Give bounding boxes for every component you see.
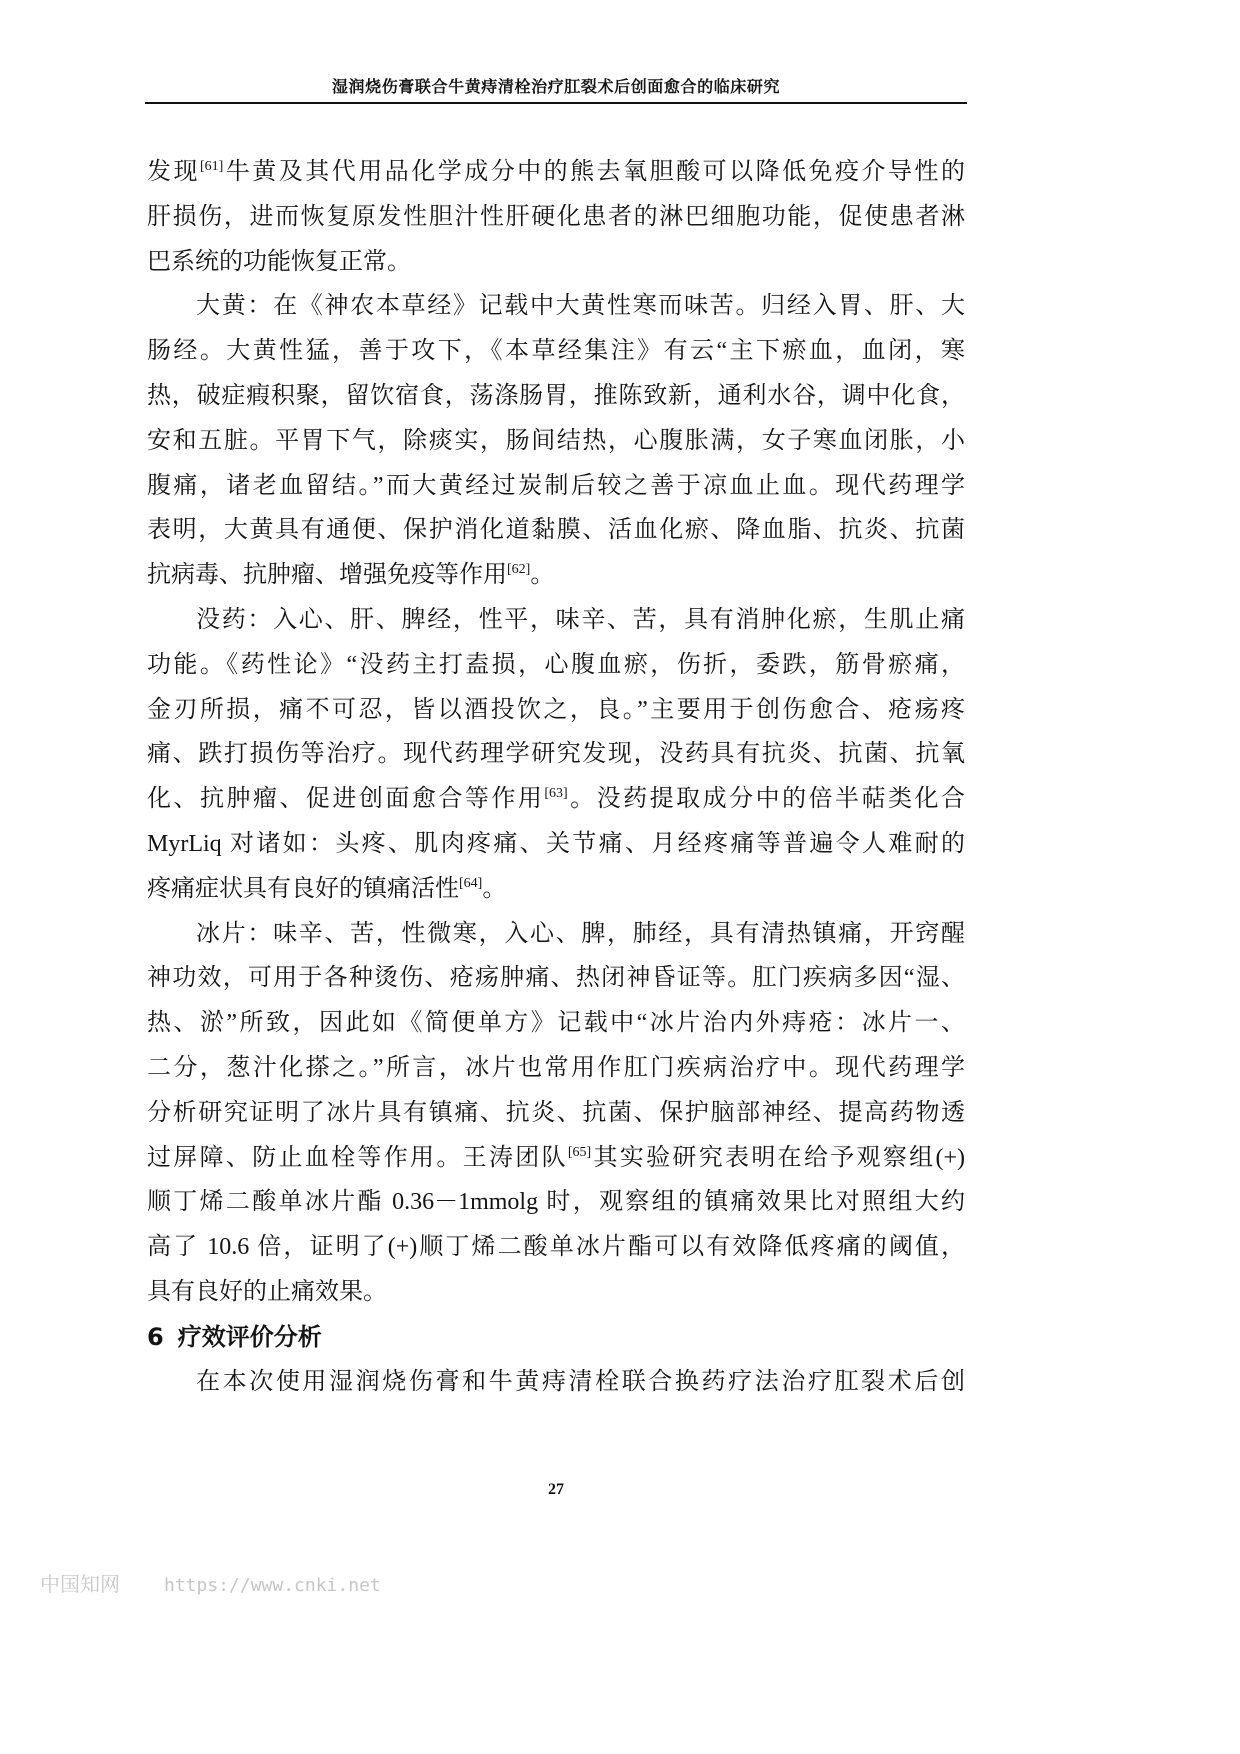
paragraph-efficacy-intro — [147, 1360, 965, 1405]
text-line: 二分，葱汁化搽之。”所言，冰片也常用作肛门疾病治疗中。现代药理学 — [147, 1054, 965, 1081]
text-line: 腹痛，诸老血留结。”而大黄经过炭制后较之善于凉血止血。现代药理学 — [147, 472, 965, 499]
text-line: 巴系统的功能恢复正常。 — [147, 248, 411, 275]
text-line: 表明，大黄具有通便、保护消化道黏膜、活血化瘀、降血脂、抗炎、抗菌 — [147, 517, 965, 544]
text-line: 功能。《药性论》“没药主打盍损，心腹血瘀，伤折，委跌，筋骨瘀痛， — [147, 651, 965, 678]
text-line: 冰片：味辛、苦，性微寒，入心、脾，肺经，具有清热镇痛，开窍醒 — [196, 920, 965, 947]
text-line: 大黄：在《神农本草经》记载中大黄性寒而味苦。归经入胃、肝、大 — [196, 293, 965, 320]
watermark-url: https://www.cnki.net — [164, 1575, 381, 1596]
citation-ref: [65] — [567, 1144, 592, 1160]
text-line: 过屏障、防止血栓等作用。王涛团队[65]其实验研究表明在给予观察组(+) — [147, 1144, 965, 1171]
text-line: 肝损伤，进而恢复原发性胆汁性肝硬化患者的淋巴细胞功能，促使患者淋 — [147, 203, 965, 230]
header-rule — [145, 102, 967, 104]
citation-ref: [62] — [507, 562, 531, 578]
page-number: 27 — [548, 1481, 564, 1498]
text-line: 安和五脏。平胃下气，除痰实，肠间结热，心腹胀满，女子寒血闭胀，小 — [147, 427, 965, 454]
text-line: 热、淤”所致，因此如《简便单方》记载中“冰片治内外痔疮：冰片一、 — [147, 1010, 965, 1037]
paragraph-borneol — [147, 912, 965, 1315]
paragraph-bezoar-continuation — [147, 150, 965, 284]
citation-ref: [63] — [544, 786, 568, 802]
text-line: 金刃所损，痛不可忍，皆以酒投饮之，良。”主要用于创伤愈合、疮疡疼 — [147, 696, 965, 723]
text-line: 化、抗肿瘤、促进创面愈合等作用[63]。没药提取成分中的倍半萜类化合 — [147, 786, 966, 813]
text-line: 神功效，可用于各种烫伤、疮疡肿痛、热闭神昏证等。肛门疾病多因“湿、 — [147, 965, 965, 992]
text-line: 热，破症瘕积聚，留饮宿食，荡涤肠胃，推陈致新，通利水谷，调中化食， — [147, 382, 965, 409]
watermark-logo-text: 中国知网 — [40, 1572, 120, 1596]
text-line: MyrLiq 对诸如：头疼、肌肉疼痛、关节痛、月经疼痛等普遍令人难耐的 — [147, 830, 965, 857]
paragraph-rhubarb — [147, 284, 965, 598]
text-line: 肠经。大黄性猛，善于攻下，《本草经集注》有云“主下瘀血，血闭，寒 — [147, 338, 965, 365]
text-line: 在本次使用湿润烧伤膏和牛黄痔清栓联合换药疗法治疗肛裂术后创 — [196, 1368, 965, 1395]
text-line: 没药：入心、肝、脾经，性平，味辛、苦，具有消肿化瘀，生肌止痛 — [196, 606, 965, 633]
text-line: 痛、跌打损伤等治疗。现代药理学研究发现，没药具有抗炎、抗菌、抗氧 — [147, 741, 965, 768]
text-line: 发现[61]牛黄及其代用品化学成分中的熊去氧胆酸可以降低免疫介导性的 — [147, 159, 966, 185]
text-line: 抗病毒、抗肿瘤、增强免疫等作用[62]。 — [147, 562, 555, 589]
text-line: 具有良好的止痛效果。 — [147, 1278, 387, 1305]
citation-ref: [61] — [199, 159, 224, 174]
text-line: 分析研究证明了冰片具有镇痛、抗炎、抗菌、保护脑部神经、提高药物透 — [147, 1099, 965, 1126]
body-text — [147, 150, 965, 1404]
section-number: 6 — [147, 1322, 164, 1351]
paragraph-myrrh — [147, 598, 965, 912]
cnki-watermark — [40, 1570, 381, 1598]
text-line: 高了 10.6 倍，证明了(+)顺丁烯二酸单冰片酯可以有效降低疼痛的阈值， — [147, 1234, 965, 1261]
text-line: 疼痛症状具有良好的镇痛活性[64]。 — [147, 875, 507, 902]
section-title: 疗效评价分析 — [177, 1322, 322, 1351]
running-header-title: 湿润烧伤膏联合牛黄痔清栓治疗肛裂术后创面愈合的临床研究 — [331, 79, 781, 96]
text-line: 顺丁烯二酸单冰片酯 0.36－1mmolg 时，观察组的镇痛效果比对照组大约 — [147, 1189, 965, 1216]
section-heading — [147, 1315, 965, 1360]
citation-ref: [64] — [459, 875, 483, 891]
